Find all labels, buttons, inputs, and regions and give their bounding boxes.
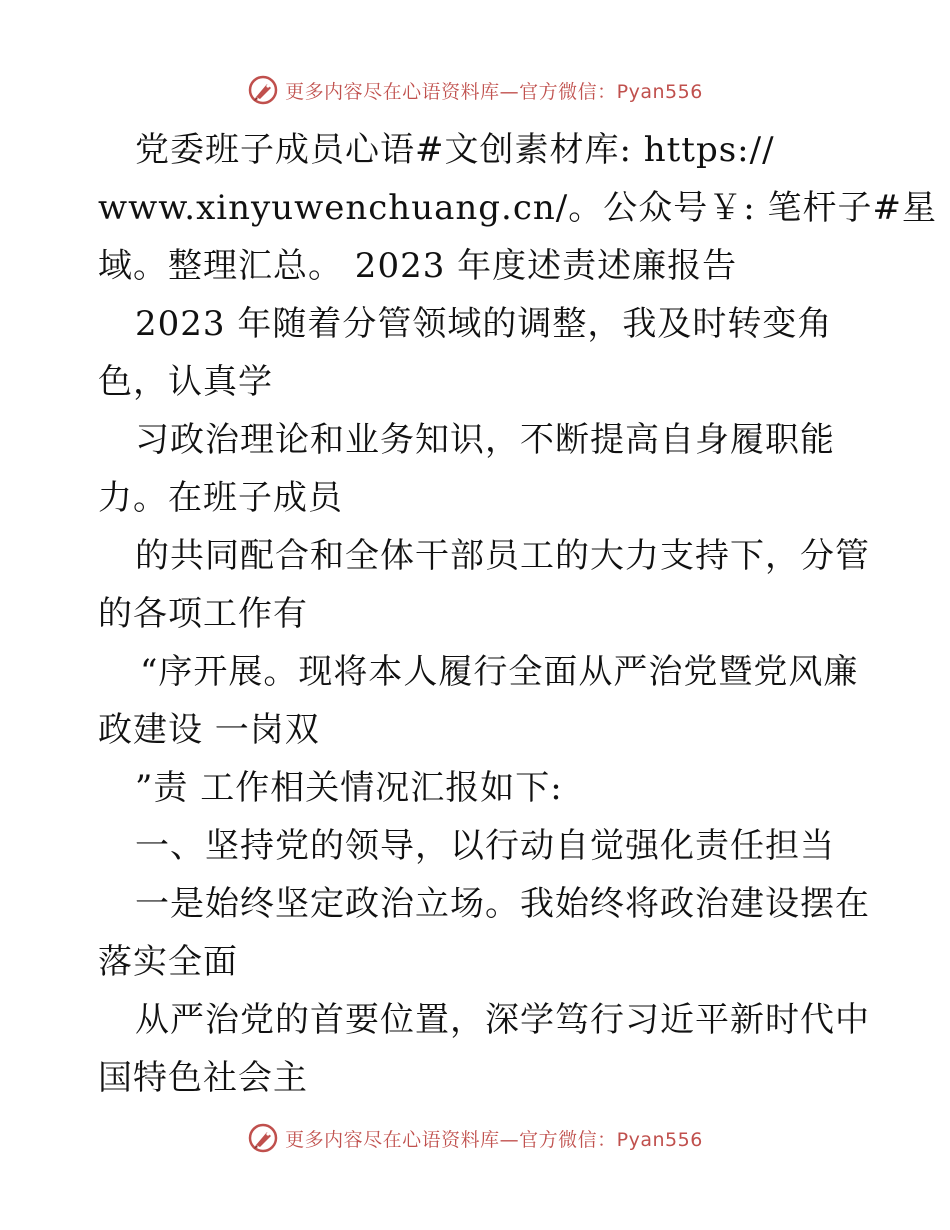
- watermark-banner-top: [0, 70, 950, 110]
- text-line: www.xinyuwenchuang.cn/。公众号￥: 笔杆子#星: [98, 188, 937, 228]
- watermark-text: 更多内容尽在心语资料库—官方微信：Pyan556: [285, 1128, 703, 1151]
- text-line: 一是始终坚定政治立场。我始终将政治建设摆在: [135, 884, 870, 924]
- text-line: 2023 年随着分管领域的调整，我及时转变角: [135, 304, 833, 344]
- text-line: 习政治理论和业务知识，不断提高自身履职能: [135, 420, 835, 460]
- text-line: 色，认真学: [98, 362, 273, 402]
- text-line: “序开展。现将本人履行全面从严治党暨党风廉: [140, 652, 859, 692]
- text-line: 从严治党的首要位置，深学笃行习近平新时代中: [135, 1000, 870, 1040]
- text-line: 落实全面: [98, 942, 238, 982]
- text-line: 党委班子成员心语#文创素材库: https://: [135, 130, 775, 170]
- watermark-banner-bottom: [0, 1118, 950, 1158]
- watermark-text: 更多内容尽在心语资料库—官方微信：Pyan556: [285, 80, 703, 103]
- text-line: 政建设 一岗双: [98, 710, 320, 750]
- pen-nib-logo-icon: [247, 1122, 279, 1154]
- text-line: 国特色社会主: [98, 1058, 308, 1098]
- section-heading: 一、坚持党的领导，以行动自觉强化责任担当: [135, 826, 835, 866]
- text-line: 力。在班子成员: [98, 478, 343, 518]
- text-line: 域。整理汇总。 2023 年度述责述廉报告: [98, 246, 738, 286]
- pen-nib-logo-icon: [247, 74, 279, 106]
- text-line: 的共同配合和全体干部员工的大力支持下，分管: [135, 536, 870, 576]
- text-line: ”责 工作相关情况汇报如下:: [135, 768, 563, 808]
- text-line: 的各项工作有: [98, 594, 308, 634]
